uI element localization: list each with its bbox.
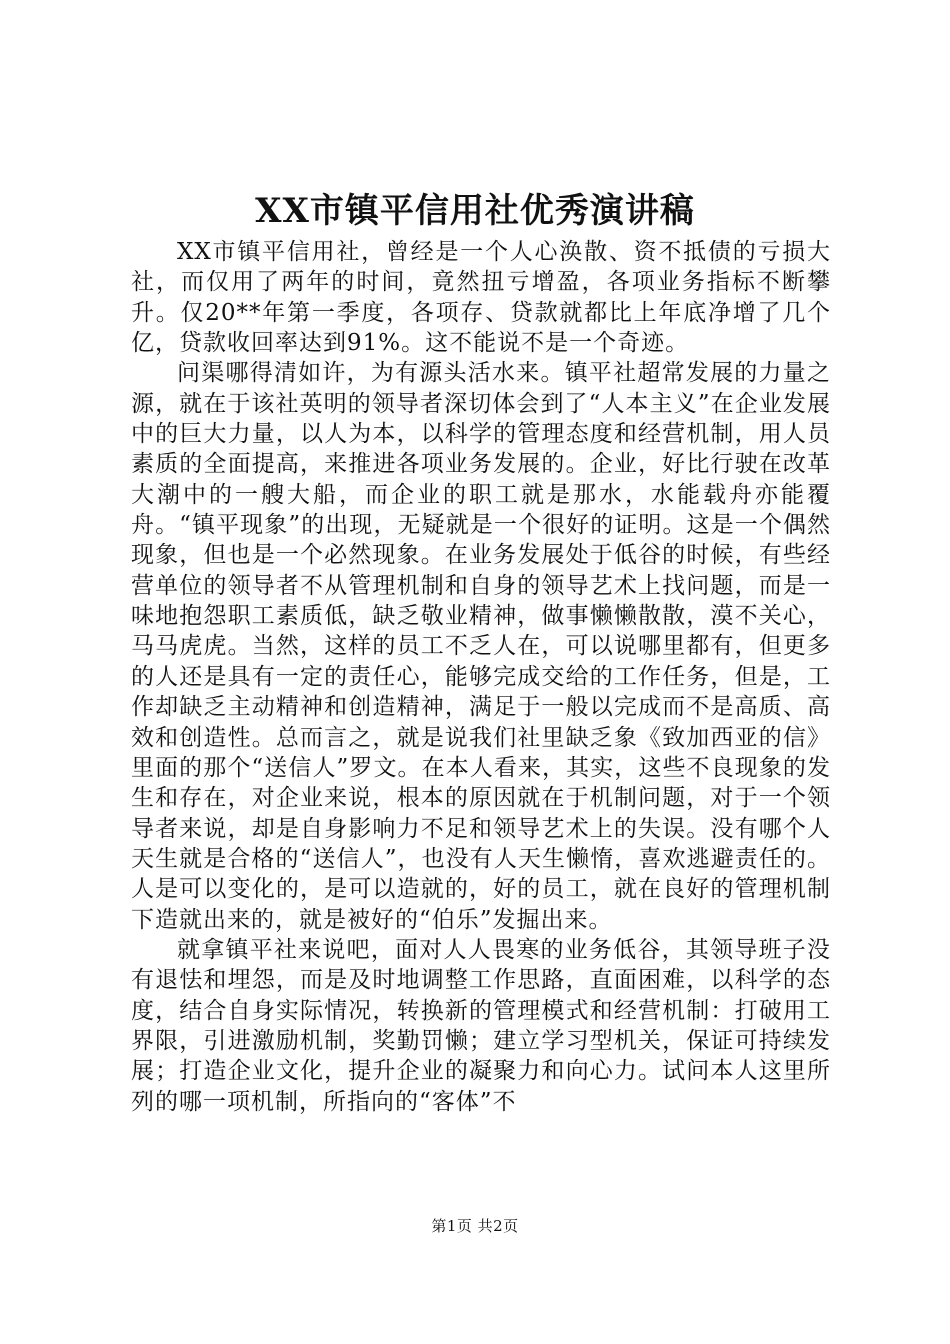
paragraph-1: XX市镇平信用社，曾经是一个人心涣散、资不抵债的亏损大社，而仅用了两年的时间，竟然扭亏增盈，各项业务指标不断攀升。仅20**年第一季度，各项存、贷款就都比上年底净增了几个亿，贷款收回率达到91%。这不能说不是一个奇迹。 xyxy=(131,239,831,357)
paragraph-2: 问渠哪得清如许，为有源头活水来。镇平社超常发展的力量之源，就在于该社英明的领导者深切体会到了“人本主义”在企业发展中的巨大力量，以人为本，以科学的管理态度和经营机制，用人员素质的全面提高，来推进各项业务发展的。企业，好比行驶在改革大潮中的一艘大船，而企业的职工就是那水，水能载舟亦能覆舟。“镇平现象”的出现，无疑就是一个很好的证明。这是一个偶然现象，但也是一个必然现象。在业务发展处于低谷的时候，有些经营单位的领导者不从管理机制和自身的领导艺术上找问题，而是一味地抱怨职工素质低，缺乏敬业精神，做事懒懒散散，漠不关心，马马虎虎。当然，这样的员工不乏人在，可以说哪里都有，但更多的人还是具有一定的责任心，能够完成交给的工作任务，但是，工作却缺乏主动精神和创造精神，满足于一般以完成而不是高质、高效和创造性。总而言之，就是说我们社里缺乏象《致加西亚的信》里面的那个“送信人”罗文。在本人看来，其实，这些不良现象的发生和存在，对企业来说，根本的原因就在于机制问题，对于一个领导者来说，却是自身影响力不足和领导艺术上的失误。没有哪个人天生就是合格的“送信人”，也没有人天生懒惰，喜欢逃避责任的。人是可以变化的，是可以造就的，好的员工，就在良好的管理机制下造就出来的，就是被好的“伯乐”发掘出来。 xyxy=(131,360,831,933)
paragraph-3: 就拿镇平社来说吧，面对人人畏寒的业务低谷，其领导班子没有退怯和埋怨，而是及时地调整工作思路，直面困难，以科学的态度，结合自身实际情况，转换新的管理模式和经营机制：打破用工界限，引进激励机制，奖勤罚懒；建立学习型机关，保证可持续发展；打造企业文化，提升企业的凝聚力和向心力。试问本人这里所列的哪一项机制，所指向的“客体”不 xyxy=(131,936,831,1115)
document-title: XX市镇平信用社优秀演讲稿 xyxy=(255,191,695,231)
page-footer: 第1页 共2页 xyxy=(431,1217,519,1235)
document-body xyxy=(131,237,831,1117)
